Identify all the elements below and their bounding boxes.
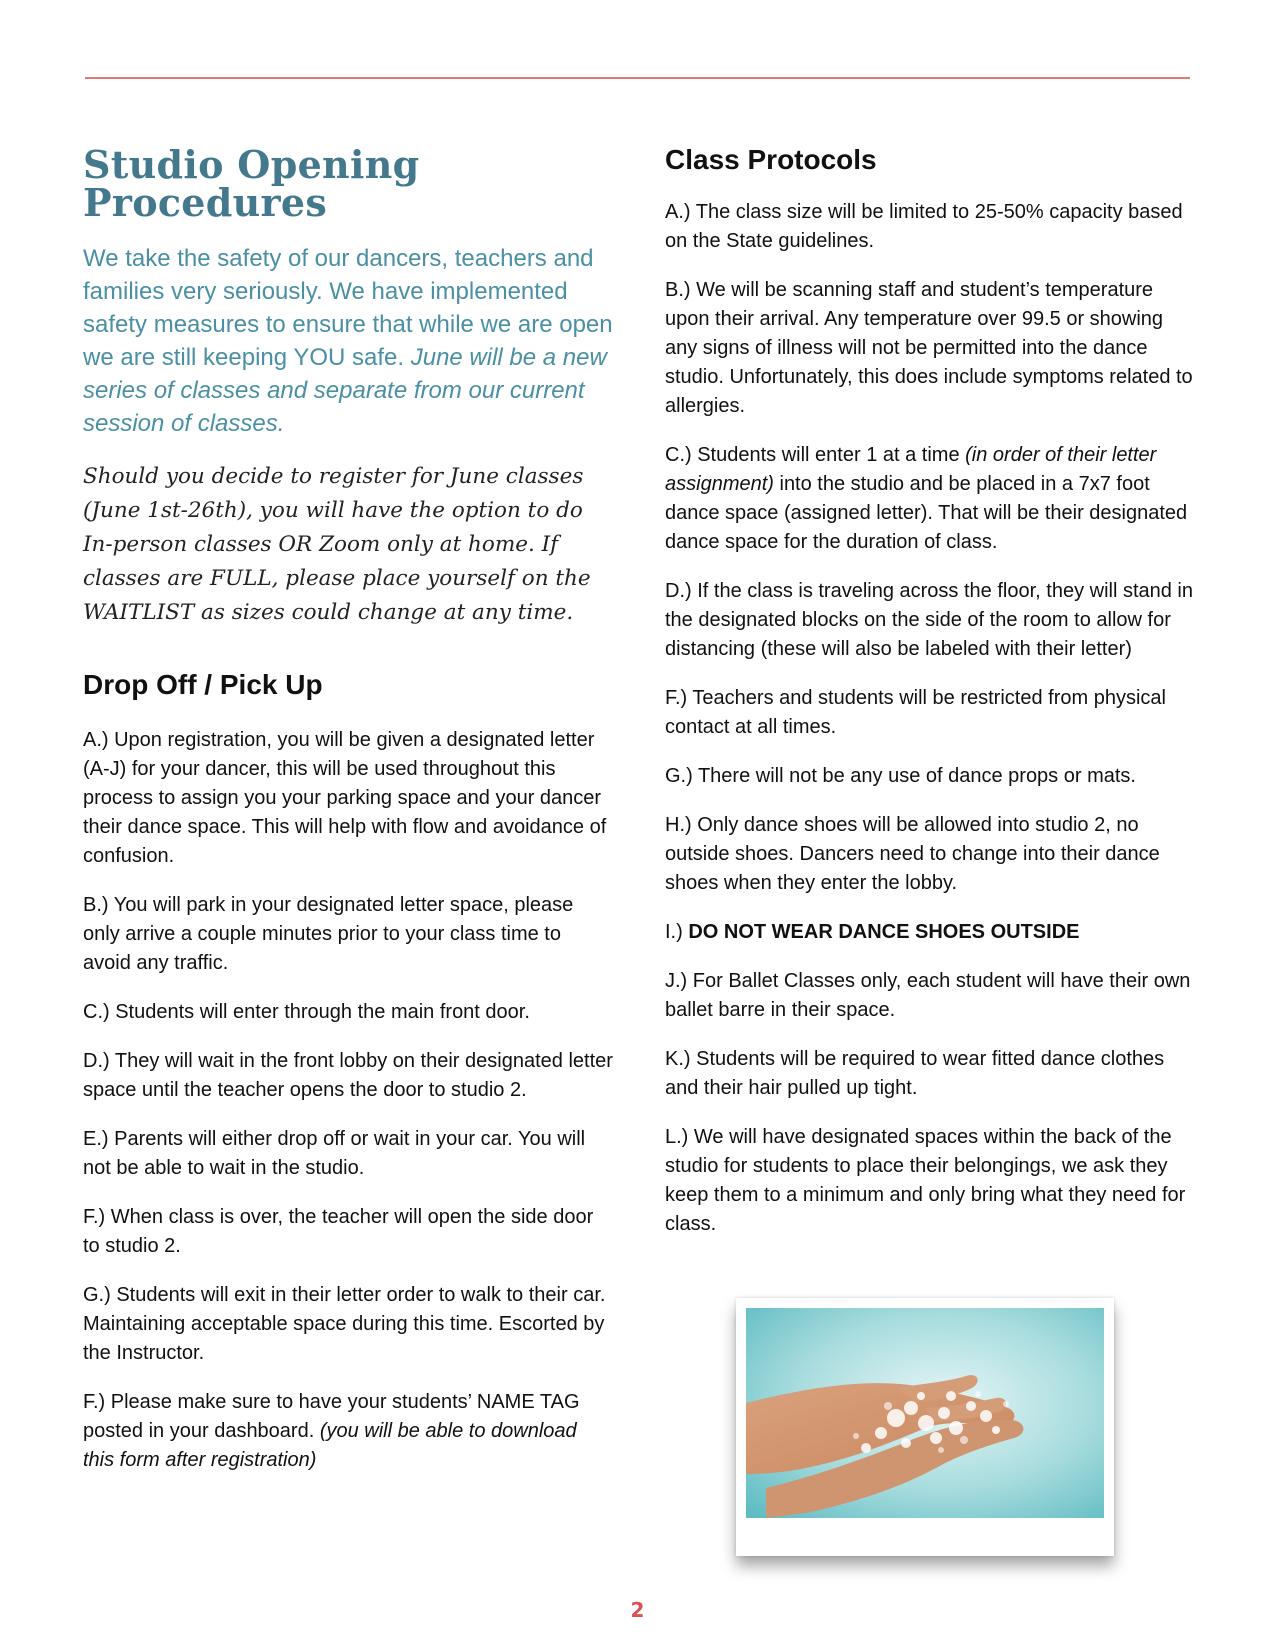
left-column xyxy=(83,142,613,1475)
intro-italic-text: June will be a new series of classes and separate from our current session of classes. xyxy=(83,344,607,437)
registration-note: Should you decide to register for June classes (June 1st-26th), you will have the option to do In-person classes OR Zoom only at home. If classes are FULL, please place yourself on the WAITLIST as sizes could change at any time. xyxy=(83,464,591,625)
dropoff-item-f: F.) When class is over, the teacher will open the side door to studio 2. xyxy=(83,1206,594,1257)
protocol-item-d: D.) If the class is traveling across the floor, they will stand in the designated blocks on the side of the room to allow for distancing (these will also be labeled with their letter) xyxy=(665,580,1193,660)
page-number: 2 xyxy=(630,1598,645,1622)
dropoff-item-a: A.) Upon registration, you will be given a designated letter (A-J) for your dancer, this will be used throughout this process to assign you your parking space and your dancer their dance space. This will help with flow and avoidance of confusion. xyxy=(83,729,607,867)
page-title-line2: Procedures xyxy=(83,180,328,225)
dropoff-item-g: G.) Students will exit in their letter order to walk to their car. Maintaining acceptable space during this time. Escorted by the Instructor. xyxy=(83,1284,606,1364)
class-protocols-title: Class Protocols xyxy=(665,144,877,175)
protocol-c-rest: into the studio and be placed in a 7x7 foot dance space (assigned letter). That will be their designated dance space for the duration of class. xyxy=(665,473,1188,553)
nametag-text: F.) Please make sure to have your students’ NAME TAG posted in your dashboard. xyxy=(83,1391,580,1442)
protocol-item-g: G.) There will not be any use of dance props or mats. xyxy=(665,765,1136,787)
page-title-line1: Studio Opening xyxy=(83,142,420,187)
protocol-item-i xyxy=(665,918,1195,947)
top-rule xyxy=(85,77,1190,79)
protocol-c-text: C.) Students will enter 1 at a time xyxy=(665,444,966,466)
protocol-item-f: F.) Teachers and students will be restricted from physical contact at all times. xyxy=(665,687,1166,738)
dropoff-item-b: B.) You will park in your designated letter space, please only arrive a couple minutes prior to your class time to avoid any traffic. xyxy=(83,894,574,974)
right-column xyxy=(665,143,1195,1239)
protocol-c-italic: (in order of their letter assignment) xyxy=(665,444,1157,495)
protocol-item-l: L.) We will have designated spaces within the back of the studio for students to place their belongings, we ask they keep them to a minimum and only bring what they need for class. xyxy=(665,1126,1186,1235)
protocol-item-j: J.) For Ballet Classes only, each student will have their own ballet barre in their space. xyxy=(665,970,1191,1021)
protocol-item-a: A.) The class size will be limited to 25-50% capacity based on the State guidelines. xyxy=(665,201,1183,252)
dropoff-section-title: Drop Off / Pick Up xyxy=(83,669,323,700)
dropoff-item-e: E.) Parents will either drop off or wait in your car. You will not be able to wait in the studio. xyxy=(83,1128,586,1179)
nametag-italic-text: (you will be able to download this form after registration) xyxy=(83,1420,577,1471)
handwashing-photo xyxy=(736,1298,1114,1556)
protocol-item-h: H.) Only dance shoes will be allowed into studio 2, no outside shoes. Dancers need to change into their dance shoes when they enter the lobby. xyxy=(665,814,1160,894)
page-title xyxy=(83,142,613,225)
protocol-i-prefix: I.) xyxy=(665,921,689,943)
protocol-i-bold: DO NOT WEAR DANCE SHOES OUTSIDE xyxy=(688,921,1080,943)
dropoff-item-c: C.) Students will enter through the main front door. xyxy=(83,1001,530,1023)
intro-text: We take the safety of our dancers, teachers and families very seriously. We have implemented safety measures to ensure that while we are open we are still keeping YOU safe. xyxy=(83,245,613,371)
protocol-item-k: K.) Students will be required to wear fitted dance clothes and their hair pulled up tight. xyxy=(665,1048,1165,1099)
intro-paragraph xyxy=(83,242,613,440)
protocol-item-b: B.) We will be scanning staff and student’s temperature upon their arrival. Any temperature over 99.5 or showing any signs of illness will not be permitted into the dance studio. Unfortunately, this does include symptoms related to allergies. xyxy=(665,279,1193,417)
dropoff-item-nametag xyxy=(83,1388,613,1475)
dropoff-item-d: D.) They will wait in the front lobby on their designated letter space until the teacher opens the door to studio 2. xyxy=(83,1050,613,1101)
handwashing-illustration xyxy=(746,1308,1104,1518)
protocol-item-c xyxy=(665,441,1195,557)
